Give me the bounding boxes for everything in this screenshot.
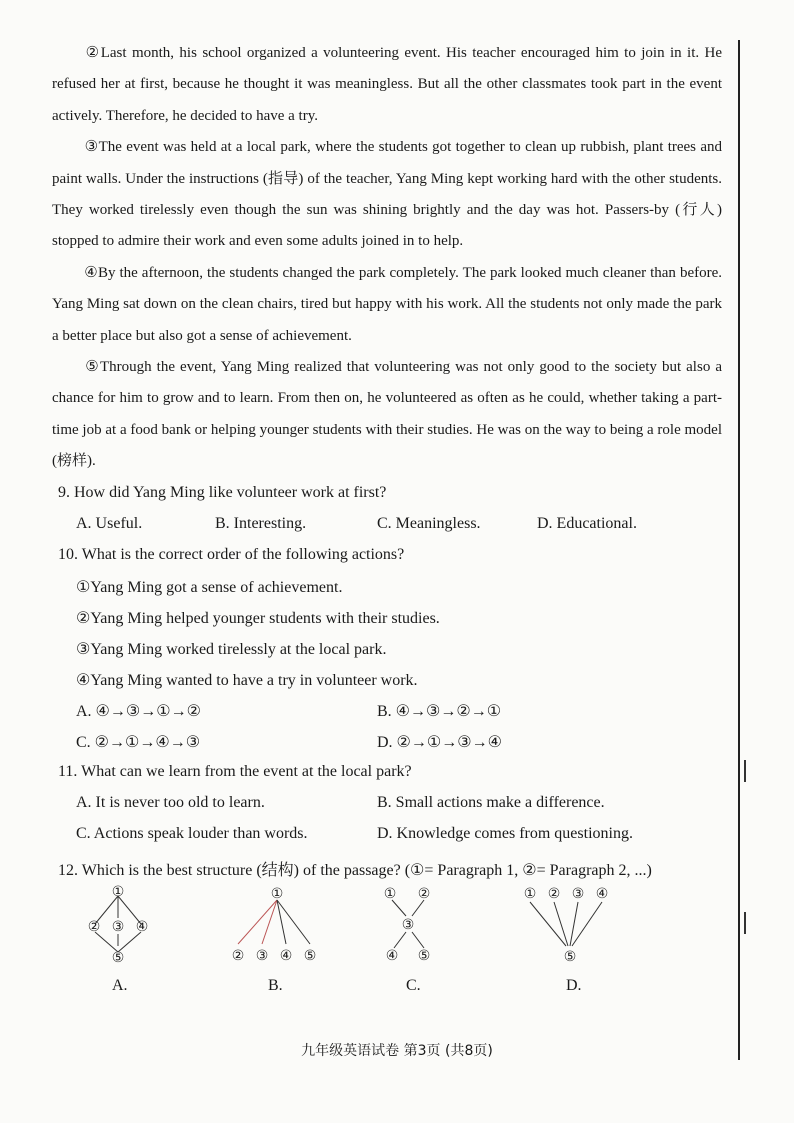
q11-option-b: B. Small actions make a difference.	[377, 794, 605, 811]
structure-diagram-b	[222, 882, 332, 973]
q10-option-c: C. ②→①→④→③	[76, 734, 201, 751]
diagram-node: ⑤	[417, 948, 431, 964]
diagram-node: ④	[595, 886, 609, 902]
question-12-stem: 12. Which is the best structure (结构) of the passage? (①= Paragraph 1, ②= Paragraph 2, ...)	[58, 862, 652, 879]
diagram-node: ③	[401, 917, 415, 933]
diagram-node: ②	[417, 886, 431, 902]
diagram-node: ②	[547, 886, 561, 902]
diagram-node: ⑤	[111, 950, 125, 966]
q9-option-d: D. Educational.	[537, 515, 637, 532]
question-11-stem: 11. What can we learn from the event at the local park?	[58, 763, 412, 780]
diagram-node: ③	[111, 919, 125, 935]
q10-option-b: B. ④→③→②→①	[377, 703, 502, 720]
q11-option-c: C. Actions speak louder than words.	[76, 825, 308, 842]
diagram-node: ①	[523, 886, 537, 902]
diagram-node: ⑤	[303, 948, 317, 964]
q11-option-d: D. Knowledge comes from questioning.	[377, 825, 633, 842]
diagram-node: ③	[255, 948, 269, 964]
reading-passage	[52, 38, 722, 478]
structure-diagram-d	[514, 882, 624, 973]
structure-diagram-c	[374, 882, 446, 973]
diagram-node: ③	[571, 886, 585, 902]
diagram-node: ①	[111, 884, 125, 900]
diagram-node: ①	[270, 886, 284, 902]
diagram-label-b: B.	[268, 977, 283, 994]
q10-option-d: D. ②→①→③→④	[377, 734, 502, 751]
q10-action-3: ③Yang Ming worked tirelessly at the local park.	[76, 641, 387, 658]
diagram-label-a: A.	[112, 977, 128, 994]
q10-action-2: ②Yang Ming helped younger students with their studies.	[76, 610, 440, 627]
q9-option-c: C. Meaningless.	[377, 515, 481, 532]
edge-mark	[744, 760, 752, 782]
q9-option-b: B. Interesting.	[215, 515, 307, 532]
margin-rule	[738, 40, 740, 1060]
diagram-label-d: D.	[566, 977, 582, 994]
page-footer: 九年级英语试卷 第3页 (共8页)	[301, 1043, 493, 1059]
diagram-node: ④	[135, 919, 149, 935]
q11-option-a: A. It is never too old to learn.	[76, 794, 265, 811]
diagram-node: ④	[385, 948, 399, 964]
paragraph-3: ③The event was held at a local park, where the students got together to clean up rubbish, plant trees and paint walls. Under the instructions (指导) of the teacher, Yang Ming kept working hard with the other students. They worked tirelessly even though the sun was shining brightly and the day was hot. Passers-by (行人) stopped to admire their work and even some adults joined in to help.	[52, 139, 722, 250]
structure-diagram-a	[78, 882, 158, 973]
question-10-stem: 10. What is the correct order of the following actions?	[58, 546, 405, 563]
paragraph-4: ④By the afternoon, the students changed the park completely. The park looked much cleaner than before. Yang Ming sat down on the clean chairs, tired but happy with his work. All the students not only made the park a better place but also got a sense of achievement.	[52, 264, 722, 344]
diagram-node: ④	[279, 948, 293, 964]
q10-option-a: A. ④→③→①→②	[76, 703, 201, 720]
diagram-node: ②	[87, 919, 101, 935]
diagram-label-c: C.	[406, 977, 421, 994]
paragraph-5: ⑤Through the event, Yang Ming realized that volunteering was not only good to the society but also a chance for him to grow and to learn. From then on, he volunteered as often as he could, whether taking a part-time job at a food bank or helping younger students with their studies. He was on the way to being a role model (榜样).	[52, 359, 722, 470]
q10-action-1: ①Yang Ming got a sense of achievement.	[76, 579, 343, 596]
question-9-stem: 9. How did Yang Ming like volunteer work at first?	[58, 484, 387, 501]
diagram-node: ①	[383, 886, 397, 902]
paragraph-2: ②Last month, his school organized a volunteering event. His teacher encouraged him to join in it. He refused her at first, because he thought it was meaningless. But all the other classmates took part in the event actively. Therefore, he decided to have a try.	[52, 45, 722, 124]
diagram-node: ②	[231, 948, 245, 964]
edge-mark	[744, 912, 752, 934]
q9-option-a: A. Useful.	[76, 515, 143, 532]
q10-action-4: ④Yang Ming wanted to have a try in volunteer work.	[76, 672, 418, 689]
diagram-node: ⑤	[563, 949, 577, 965]
